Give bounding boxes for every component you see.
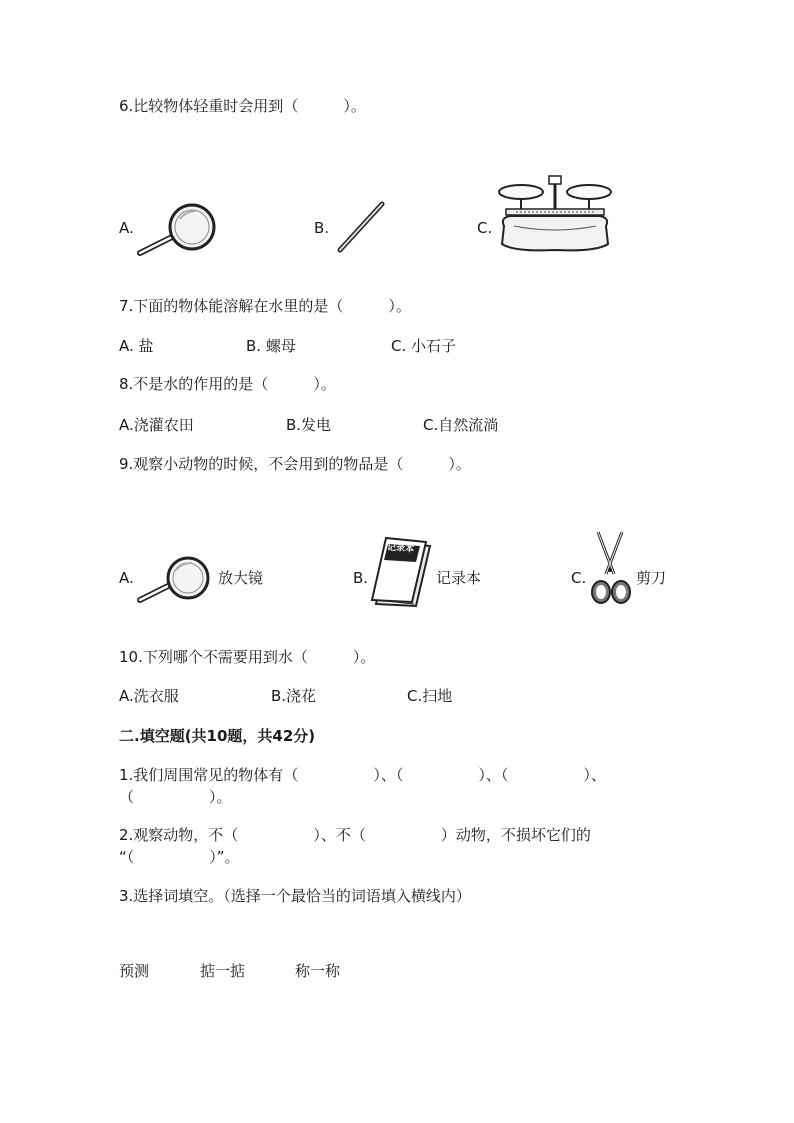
q9-option-a: A. xyxy=(119,569,134,587)
notebook-icon xyxy=(368,534,434,608)
q7-stem: 7.下面的物体能溶解在水里的是（ ）。 xyxy=(119,297,411,315)
q7-option-a: A. 盐 xyxy=(119,337,154,355)
word-option: 掂一掂 xyxy=(200,962,246,980)
fill1-line2: （ ）。 xyxy=(119,788,232,806)
word-option: 预测 xyxy=(119,962,150,980)
q9-stem: 9.观察小动物的时候，不会用到的物品是（ ）。 xyxy=(119,455,471,473)
q8-stem: 8.不是水的作用的是（ ）。 xyxy=(119,375,336,393)
q6-option-c: C. xyxy=(477,219,493,237)
section-title: 二.填空题(共10题，共42分) xyxy=(119,727,316,745)
fill1-line1: 1.我们周围常见的物体有（ ）、（ ）、（ ）、 xyxy=(119,766,606,784)
q9-label-c: 剪刀 xyxy=(636,569,667,587)
fill2-line1: 2.观察动物，不（ ）、不（ ）动物，不损坏它们的 xyxy=(119,826,591,844)
q9-label-b: 记录本 xyxy=(436,569,482,587)
balance-scale-icon xyxy=(496,174,614,254)
magnifier-icon xyxy=(136,556,216,606)
q6-stem: 6.比较物体轻重时会用到（ ）。 xyxy=(119,97,366,115)
q7-option-c: C. 小石子 xyxy=(391,337,457,355)
q8-option-a: A.浇灌农田 xyxy=(119,416,194,434)
rod-icon xyxy=(336,200,388,254)
scissors-icon xyxy=(588,530,634,606)
q7-option-b: B. 螺母 xyxy=(246,337,296,355)
q10-stem: 10.下列哪个不需要用到水（ ）。 xyxy=(119,648,376,666)
notebook-title: 记录本 xyxy=(386,542,415,555)
q9-option-c: C. xyxy=(571,569,587,587)
q8-option-c: C.自然流淌 xyxy=(423,416,499,434)
q10-option-a: A.洗衣服 xyxy=(119,687,179,705)
fill2-line2: “（ ）”。 xyxy=(119,848,240,866)
q8-option-b: B.发电 xyxy=(286,416,332,434)
q9-label-a: 放大镜 xyxy=(218,569,264,587)
q9-option-b: B. xyxy=(353,569,369,587)
word-option: 称一称 xyxy=(295,962,341,980)
fill3-stem: 3.选择词填空。（选择一个最恰当的词语填入横线内） xyxy=(119,887,471,905)
q6-option-a: A. xyxy=(119,219,134,237)
q10-option-c: C.扫地 xyxy=(407,687,453,705)
q6-option-b: B. xyxy=(314,219,330,237)
magnifier-icon xyxy=(136,203,226,259)
q10-option-b: B.浇花 xyxy=(271,687,317,705)
